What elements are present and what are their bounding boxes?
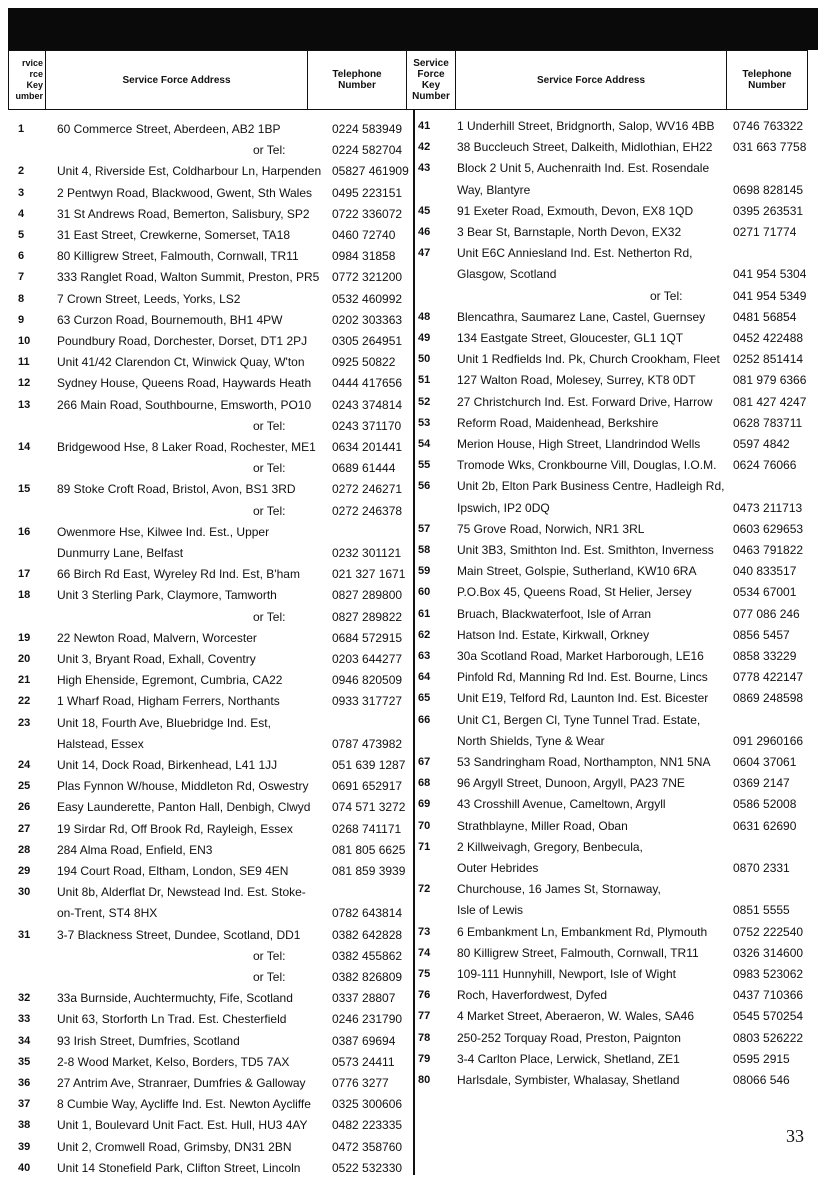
- service-key-number: 72: [418, 883, 431, 896]
- telephone-number: 0246 231790: [332, 1012, 403, 1027]
- telephone-number: 0933 317727: [332, 694, 403, 709]
- telephone-number: 081 859 3939: [332, 864, 406, 878]
- service-key-number: 18: [18, 589, 31, 602]
- telephone-number: 0243 374814: [332, 397, 403, 412]
- service-key-number: 77: [418, 1010, 431, 1023]
- telephone-number: 0778 422147: [733, 670, 804, 685]
- service-address: Roch, Haverfordwest, Dyfed: [457, 988, 608, 1003]
- service-address: 53 Sandringham Road, Northampton, NN1 5NA: [457, 755, 711, 769]
- telephone-number: 0337 28807: [332, 991, 396, 1006]
- or-tel-label: or Tel:: [253, 609, 286, 624]
- telephone-number: 0691 652917: [332, 779, 403, 794]
- service-address: 3-4 Carlton Place, Lerwick, Shetland, ZE1: [457, 1051, 680, 1066]
- telephone-number: 0268 741171: [332, 821, 402, 836]
- service-key-number: 67: [418, 756, 431, 768]
- service-address: Bruach, Blackwaterfoot, Isle of Arran: [457, 606, 652, 621]
- service-key-number: 4: [18, 207, 25, 220]
- telephone-number: 0326 314600: [733, 945, 804, 960]
- service-key-number: 32: [18, 992, 31, 1005]
- service-key-number: 63: [418, 650, 431, 662]
- service-key-number: 26: [18, 801, 31, 814]
- service-address: 80 Killigrew Street, Falmouth, Cornwall, TR11: [57, 249, 299, 264]
- telephone-number: 0604 37061: [733, 755, 797, 769]
- service-address: High Ehenside, Egremont, Cumbria, CA22: [57, 673, 283, 688]
- service-key-number: 1: [18, 123, 25, 135]
- telephone-number: 0782 643814: [332, 906, 403, 921]
- service-key-number: 47: [418, 247, 431, 260]
- telephone-number: 0870 2331: [733, 861, 790, 875]
- telephone-number: 077 086 246: [733, 606, 800, 621]
- service-address: Unit 3B3, Smithton Ind. Est. Smithton, Inverness: [457, 543, 714, 557]
- service-address: Ipswich, IP2 0DQ: [457, 500, 550, 515]
- service-key-number: 43: [418, 162, 431, 175]
- telephone-number: 0224 583949: [332, 122, 403, 136]
- header-key-right: Service Force Key Number: [406, 50, 456, 110]
- service-address: Outer Hebrides: [457, 861, 539, 875]
- or-tel-label: or Tel:: [650, 288, 683, 303]
- service-address: Unit 1 Redfields Ind. Pk, Church Crookham, Fleet: [457, 352, 720, 367]
- service-address: P.O.Box 45, Queens Road, St Helier, Jersey: [457, 585, 692, 600]
- telephone-number: 0369 2147: [733, 776, 790, 791]
- service-address: 93 Irish Street, Dumfries, Scotland: [57, 1033, 240, 1048]
- service-address: Unit E19, Telford Rd, Launton Ind. Est. Bicester: [457, 691, 709, 706]
- service-address: Unit 8b, Alderflat Dr, Newstead Ind. Est. Stoke-: [57, 885, 306, 900]
- header-key-left: rvice rce Key umber: [8, 50, 46, 110]
- service-address: Churchouse, 16 James St, Stornaway,: [457, 882, 661, 897]
- service-key-number: 65: [418, 692, 431, 705]
- telephone-number: 0925 50822: [332, 355, 396, 370]
- page-number: 33: [786, 1126, 804, 1146]
- service-address: 127 Walton Road, Molesey, Surrey, KT8 0DT: [457, 373, 696, 388]
- telephone-number: 0803 526222: [733, 1030, 804, 1045]
- telephone-number: 0827 289800: [332, 588, 403, 603]
- service-key-number: 29: [18, 865, 31, 877]
- service-address: Blencathra, Saumarez Lane, Castel, Guernsey: [457, 309, 706, 324]
- service-address: 8 Cumbie Way, Aycliffe Ind. Est. Newton Aycliffe: [57, 1097, 311, 1112]
- service-key-number: 24: [18, 759, 31, 771]
- service-key-number: 53: [418, 416, 431, 429]
- service-address: Unit 4, Riverside Est, Coldharbour Ln, Harpenden: [57, 164, 322, 179]
- service-key-number: 54: [418, 438, 431, 450]
- telephone-number: 0722 336072: [332, 206, 403, 221]
- service-key-number: 59: [418, 565, 431, 578]
- service-address: 31 East Street, Crewkerne, Somerset, TA18: [57, 228, 290, 242]
- telephone-number: 031 663 7758: [733, 140, 807, 155]
- service-key-number: 45: [418, 204, 431, 217]
- service-key-number: 46: [418, 226, 431, 238]
- service-key-number: 52: [418, 395, 431, 408]
- service-address: 33a Burnside, Auchtermuchty, Fife, Scotland: [57, 991, 293, 1006]
- service-key-number: 10: [18, 335, 31, 347]
- telephone-number: 0382 455862: [332, 948, 403, 963]
- service-key-number: 6: [18, 250, 25, 263]
- or-tel-label: or Tel:: [253, 970, 286, 984]
- telephone-number: 0532 460992: [332, 291, 403, 306]
- service-address: 134 Eastgate Street, Gloucester, GL1 1QT: [457, 331, 684, 345]
- service-address: 3 Bear St, Barnstaple, North Devon, EX32: [457, 225, 682, 239]
- service-address: 60 Commerce Street, Aberdeen, AB2 1BP: [57, 122, 281, 136]
- service-address: Glasgow, Scotland: [457, 267, 557, 282]
- service-address: 3-7 Blackness Street, Dundee, Scotland, DD1: [57, 927, 301, 942]
- service-key-number: 25: [18, 780, 31, 793]
- telephone-number: 0232 301121: [332, 546, 402, 560]
- service-key-number: 3: [18, 186, 25, 199]
- service-address: 1 Wharf Road, Higham Ferrers, Northants: [57, 694, 280, 709]
- service-address: 89 Stoke Croft Road, Bristol, Avon, BS1 3RD: [57, 482, 296, 497]
- service-address: 2 Killweivagh, Gregory, Benbecula,: [457, 839, 643, 854]
- service-address: 38 Buccleuch Street, Dalkeith, Midlothian, EH22: [457, 140, 713, 155]
- service-key-number: 8: [18, 292, 25, 305]
- header-telephone-left: Telephone Number: [307, 50, 407, 110]
- service-key-number: 37: [18, 1098, 31, 1111]
- telephone-number: 074 571 3272: [332, 800, 406, 815]
- service-key-number: 57: [418, 522, 431, 535]
- telephone-number: 0603 629653: [733, 521, 804, 536]
- telephone-number: 0628 783711: [733, 415, 803, 430]
- telephone-number: 0776 3277: [332, 1076, 389, 1090]
- service-address: 80 Killigrew Street, Falmouth, Cornwall, TR11: [457, 945, 699, 960]
- service-key-number: 31: [18, 928, 31, 941]
- telephone-number: 0624 76066: [733, 458, 797, 473]
- service-key-number: 12: [18, 377, 31, 390]
- telephone-number: 0272 246271: [332, 482, 403, 497]
- service-key-number: 33: [18, 1013, 31, 1026]
- service-key-number: 40: [18, 1161, 31, 1174]
- service-key-number: 22: [18, 695, 31, 708]
- telephone-number: 0472 358760: [332, 1139, 403, 1154]
- service-key-number: 34: [18, 1034, 31, 1047]
- telephone-number: 0684 572915: [332, 630, 403, 645]
- telephone-number: 0984 31858: [332, 249, 396, 264]
- service-key-number: 51: [418, 374, 431, 387]
- service-address: Unit 14, Dock Road, Birkenhead, L41 1JJ: [57, 758, 278, 772]
- service-address: North Shields, Tyne & Wear: [457, 733, 605, 748]
- telephone-number: 0545 570254: [733, 1009, 804, 1024]
- header-address-left: Service Force Address: [45, 50, 308, 110]
- service-address: 2 Pentwyn Road, Blackwood, Gwent, Sth Wales: [57, 185, 313, 200]
- service-key-number: 74: [418, 946, 431, 959]
- telephone-number: 0325 300606: [332, 1097, 403, 1112]
- service-address: Bridgewood Hse, 8 Laker Road, Rochester, ME1: [57, 440, 316, 454]
- service-key-number: 16: [18, 525, 31, 538]
- service-address: Unit E6C Anniesland Ind. Est. Netherton Rd,: [457, 246, 693, 261]
- service-address: 7 Crown Street, Leeds, Yorks, LS2: [57, 291, 241, 306]
- telephone-number: 081 805 6625: [332, 842, 406, 857]
- service-key-number: 61: [418, 607, 431, 620]
- header-address-right: Service Force Address: [455, 50, 727, 110]
- service-key-number: 42: [418, 141, 431, 154]
- service-address: Poundbury Road, Dorchester, Dorset, DT1 2PJ: [57, 334, 308, 348]
- telephone-number: 0869 248598: [733, 691, 804, 706]
- service-key-number: 62: [418, 628, 431, 641]
- service-address: on-Trent, ST4 8HX: [57, 906, 158, 921]
- service-address: Easy Launderette, Panton Hall, Denbigh, Clwyd: [57, 800, 311, 815]
- service-address: Unit 3 Sterling Park, Claymore, Tamworth: [57, 588, 277, 603]
- telephone-number: 0460 72740: [332, 228, 396, 242]
- service-address: 2-8 Wood Market, Kelso, Borders, TD5 7AX: [57, 1054, 290, 1069]
- service-address: Unit 18, Fourth Ave, Bluebridge Ind. Est,: [57, 715, 271, 730]
- service-address: 96 Argyll Street, Dunoon, Argyll, PA23 7NE: [457, 776, 685, 791]
- service-address: Unit C1, Bergen Cl, Tyne Tunnel Trad. Estate,: [457, 712, 701, 727]
- service-address: 91 Exeter Road, Exmouth, Devon, EX8 1QD: [457, 203, 694, 218]
- service-key-number: 23: [18, 716, 31, 729]
- or-tel-label: or Tel:: [253, 948, 286, 963]
- telephone-number: 0983 523062: [733, 967, 804, 981]
- service-key-number: 49: [418, 332, 431, 344]
- service-address: 19 Sirdar Rd, Off Brook Rd, Rayleigh, Essex: [57, 821, 293, 836]
- service-key-number: 21: [18, 674, 31, 687]
- service-key-number: 15: [18, 483, 31, 496]
- service-key-number: 76: [418, 989, 431, 1002]
- telephone-number: 0689 61444: [332, 461, 396, 476]
- service-key-number: 27: [18, 822, 31, 835]
- telephone-number: 081 979 6366: [733, 373, 807, 388]
- column-divider: [413, 110, 415, 1175]
- telephone-number: 0271 71774: [733, 225, 797, 239]
- service-address: Tromode Wks, Cronkbourne Vill, Douglas, I.O.M.: [457, 458, 717, 473]
- service-key-number: 73: [418, 925, 431, 938]
- service-address: 63 Curzon Road, Bournemouth, BH1 4PW: [57, 312, 283, 327]
- telephone-number: 0522 532330: [332, 1160, 403, 1175]
- telephone-number: 0202 303363: [332, 312, 403, 327]
- service-key-number: 66: [418, 713, 431, 726]
- telephone-number: 0272 246378: [332, 503, 403, 518]
- service-address: Unit 3, Bryant Road, Exhall, Coventry: [57, 652, 256, 666]
- telephone-number: 0387 69694: [332, 1033, 396, 1048]
- telephone-number: 0746 763322: [733, 119, 804, 133]
- service-address: Hatson Ind. Estate, Kirkwall, Orkney: [457, 627, 650, 642]
- service-address: Merion House, High Street, Llandrindod Wells: [457, 437, 701, 451]
- service-key-number: 35: [18, 1055, 31, 1068]
- or-tel-label: or Tel:: [253, 418, 286, 433]
- telephone-number: 0473 211713: [733, 500, 803, 515]
- service-address: 66 Birch Rd East, Wyreley Rd Ind. Est, B'ham: [57, 567, 300, 582]
- service-address: 27 Christchurch Ind. Est. Forward Drive, Harrow: [457, 394, 713, 409]
- service-key-number: 68: [418, 777, 431, 790]
- service-key-number: 55: [418, 459, 431, 472]
- service-key-number: 38: [18, 1119, 31, 1132]
- telephone-number: 0252 851414: [733, 352, 804, 367]
- service-key-number: 75: [418, 968, 431, 980]
- telephone-number: 041 954 5304: [733, 267, 807, 282]
- service-address: Unit 63, Storforth Ln Trad. Est. Chesterfield: [57, 1012, 287, 1027]
- service-key-number: 58: [418, 544, 431, 556]
- telephone-number: 021 327 1671: [332, 567, 406, 582]
- telephone-number: 081 427 4247: [733, 394, 807, 409]
- service-address: 1 Underhill Street, Bridgnorth, Salop, WV16 4BB: [457, 119, 715, 133]
- telephone-number: 0946 820509: [332, 673, 403, 688]
- service-key-number: 48: [418, 310, 431, 323]
- telephone-number: 0444 417656: [332, 376, 403, 391]
- service-key-number: 14: [18, 441, 31, 453]
- telephone-number: 0772 321200: [332, 270, 403, 285]
- service-address: Unit 2, Cromwell Road, Grimsby, DN31 2BN: [57, 1139, 292, 1154]
- service-key-number: 19: [18, 631, 31, 644]
- service-key-number: 2: [18, 165, 25, 178]
- service-key-number: 36: [18, 1077, 31, 1089]
- service-address: Unit 1, Boulevard Unit Fact. Est. Hull, HU3 4AY: [57, 1118, 308, 1133]
- service-key-number: 13: [18, 398, 31, 411]
- telephone-number: 0631 62690: [733, 818, 797, 833]
- telephone-number: 0787 473982: [332, 736, 403, 751]
- service-key-number: 64: [418, 671, 431, 684]
- service-key-number: 41: [418, 120, 431, 132]
- service-address: 109-111 Hunnyhill, Newport, Isle of Wight: [457, 967, 676, 981]
- service-key-number: 20: [18, 653, 31, 665]
- service-address: 31 St Andrews Road, Bemerton, Salisbury, SP2: [57, 206, 310, 221]
- telephone-number: 0437 710366: [733, 988, 804, 1003]
- or-tel-label: or Tel:: [253, 503, 286, 518]
- telephone-number: 0382 826809: [332, 970, 403, 984]
- telephone-number: 0224 582704: [332, 143, 403, 158]
- service-address: 43 Crosshill Avenue, Cameltown, Argyll: [457, 797, 666, 812]
- service-address: 75 Grove Road, Norwich, NR1 3RL: [457, 521, 645, 536]
- service-key-number: 60: [418, 586, 431, 599]
- header-black-bar: [8, 8, 818, 50]
- service-key-number: 50: [418, 353, 431, 366]
- telephone-number: 08066 546: [733, 1073, 790, 1087]
- service-address: Halstead, Essex: [57, 736, 144, 751]
- service-key-number: 28: [18, 843, 31, 856]
- telephone-number: 0482 223335: [332, 1118, 403, 1133]
- service-key-number: 7: [18, 271, 25, 284]
- telephone-number: 0452 422488: [733, 331, 804, 345]
- telephone-number: 041 954 5349: [733, 288, 807, 303]
- telephone-number: 05827 461909: [332, 164, 409, 179]
- service-address: 266 Main Road, Southbourne, Emsworth, PO10: [57, 397, 312, 412]
- telephone-number: 0534 67001: [733, 585, 797, 600]
- service-address: Way, Blantyre: [457, 182, 531, 197]
- telephone-number: 040 833517: [733, 564, 797, 579]
- telephone-number: 051 639 1287: [332, 758, 406, 772]
- header-telephone-right: Telephone Number: [726, 50, 808, 110]
- telephone-number: 0481 56854: [733, 309, 797, 324]
- telephone-number: 0752 222540: [733, 924, 804, 939]
- service-key-number: 71: [418, 840, 431, 853]
- telephone-number: 0243 371170: [332, 418, 402, 433]
- telephone-number: 0856 5457: [733, 627, 790, 642]
- telephone-number: 0573 24411: [332, 1054, 395, 1069]
- telephone-number: 0634 201441: [332, 440, 403, 454]
- service-key-number: 30: [18, 886, 31, 899]
- telephone-number: 0851 5555: [733, 903, 790, 918]
- telephone-number: 0586 52008: [733, 797, 797, 812]
- telephone-number: 0305 264951: [332, 334, 403, 348]
- service-address: Harlsdale, Symbister, Whalasay, Shetland: [457, 1073, 680, 1087]
- service-address: 30a Scotland Road, Market Harborough, LE16: [457, 649, 704, 663]
- telephone-number: 0463 791822: [733, 543, 804, 557]
- service-address: 27 Antrim Ave, Stranraer, Dumfries & Galloway: [57, 1076, 306, 1090]
- service-key-number: 69: [418, 798, 431, 811]
- telephone-number: 0597 4842: [733, 437, 790, 451]
- service-address: Block 2 Unit 5, Auchenraith Ind. Est. Rosendale: [457, 161, 710, 176]
- service-address: Main Street, Golspie, Sutherland, KW10 6RA: [457, 564, 697, 579]
- service-address: Sydney House, Queens Road, Haywards Heath: [57, 376, 312, 391]
- service-address: 284 Alma Road, Enfield, EN3: [57, 842, 213, 857]
- service-address: Plas Fynnon W/house, Middleton Rd, Oswestry: [57, 779, 309, 794]
- or-tel-label: or Tel:: [253, 461, 286, 476]
- service-key-number: 39: [18, 1140, 31, 1153]
- service-key-number: 5: [18, 229, 25, 241]
- telephone-number: 0595 2915: [733, 1051, 790, 1066]
- telephone-number: 0382 642828: [332, 927, 403, 942]
- service-key-number: 70: [418, 819, 431, 832]
- telephone-number: 0858 33229: [733, 649, 797, 663]
- service-address: Isle of Lewis: [457, 903, 524, 918]
- telephone-number: 0698 828145: [733, 182, 804, 197]
- service-address: Dunmurry Lane, Belfast: [57, 546, 184, 560]
- service-key-number: 17: [18, 568, 31, 581]
- service-address: Unit 14 Stonefield Park, Clifton Street, Lincoln: [57, 1160, 301, 1175]
- telephone-number: 0395 263531: [733, 203, 804, 218]
- service-key-number: 11: [18, 356, 30, 369]
- service-address: Strathblayne, Miller Road, Oban: [457, 818, 628, 833]
- service-key-number: 80: [418, 1074, 431, 1086]
- service-key-number: 79: [418, 1052, 431, 1065]
- service-address: 6 Embankment Ln, Embankment Rd, Plymouth: [457, 924, 708, 939]
- telephone-number: 0827 289822: [332, 609, 403, 624]
- service-address: Pinfold Rd, Manning Rd Ind. Est. Bourne, Lincs: [457, 670, 708, 685]
- service-address: 250-252 Torquay Road, Preston, Paignton: [457, 1030, 681, 1045]
- telephone-number: 091 2960166: [733, 733, 804, 748]
- telephone-number: 0203 644277: [332, 652, 403, 666]
- service-address: Owenmore Hse, Kilwee Ind. Est., Upper: [57, 524, 270, 539]
- telephone-number: 0495 223151: [332, 185, 403, 200]
- service-key-number: 78: [418, 1031, 431, 1044]
- service-address: 4 Market Street, Aberaeron, W. Wales, SA46: [457, 1009, 694, 1024]
- service-address: 333 Ranglet Road, Walton Summit, Preston, PR5: [57, 270, 320, 285]
- service-address: Unit 41/42 Clarendon Ct, Winwick Quay, W'ton: [57, 355, 305, 370]
- or-tel-label: or Tel:: [253, 143, 286, 158]
- service-address: Reform Road, Maidenhead, Berkshire: [457, 415, 659, 430]
- service-key-number: 56: [418, 480, 431, 493]
- service-key-number: 9: [18, 313, 25, 326]
- service-address: 194 Court Road, Eltham, London, SE9 4EN: [57, 864, 289, 878]
- service-address: Unit 2b, Elton Park Business Centre, Hadleigh Rd,: [457, 479, 725, 494]
- service-address: 22 Newton Road, Malvern, Worcester: [57, 630, 257, 645]
